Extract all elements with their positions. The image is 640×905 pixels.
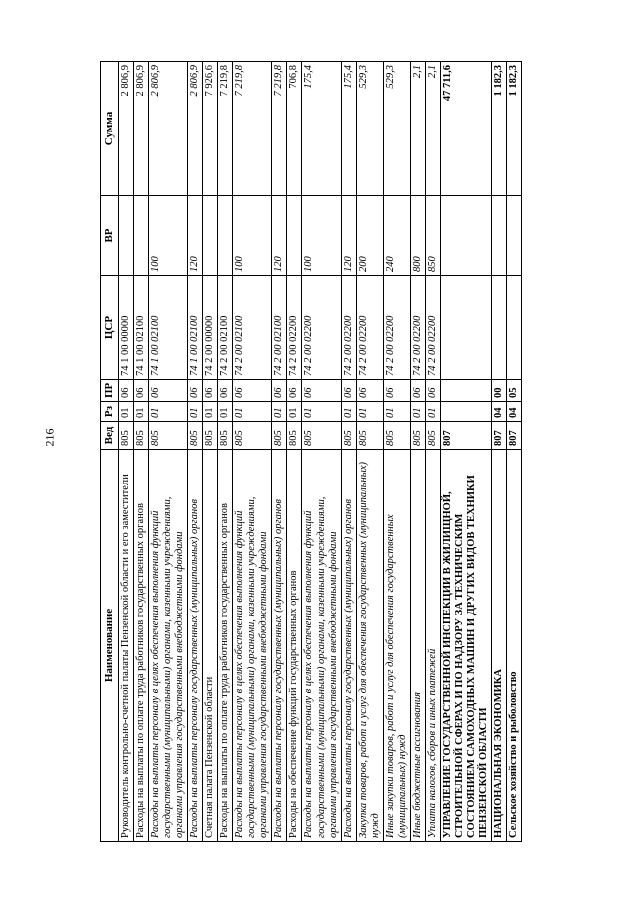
cell-csr: 74 2 00 02200 <box>426 276 441 380</box>
cell-sum: 2 806,9 <box>148 62 187 196</box>
cell-pr: 06 <box>148 380 187 402</box>
header-sum: Сумма <box>101 62 119 196</box>
cell-sum: 7 219,8 <box>272 62 287 196</box>
cell-sum: 2 806,9 <box>133 62 148 196</box>
budget-table-container <box>100 62 540 842</box>
budget-table <box>100 61 522 842</box>
cell-pr: 05 <box>507 380 522 402</box>
cell-name: УПРАВЛЕНИЕ ГОСУДАРСТВЕННОЙ ИНСПЕКЦИИ В ЖИЛИЩНОЙ, СТРОИТЕЛЬНОЙ СФЕРАХ И ПО НАДЗОРУ ЗА ТЕХНИЧЕСКИМ СОСТОЯНИЕМ САМОХОДНЫХ МАШИН И ДРУГИХ ВИДОВ ТЕХНИКИ ПЕНЗЕНСКОЙ ОБЛАСТИ <box>441 450 492 842</box>
cell-vr: 100 <box>302 196 341 276</box>
cell-ved: 805 <box>148 422 187 450</box>
cell-csr: 74 1 00 02100 <box>133 276 148 380</box>
cell-pr: 06 <box>133 380 148 402</box>
cell-csr: 74 2 00 02200 <box>341 276 356 380</box>
cell-ved: 805 <box>118 422 133 450</box>
cell-name: Расходы на выплаты персоналу в целях обеспечения выполнения функций государственными (муниципальными) органами, казенными учреждениями, органами управления государственными внебюджетными фондами <box>148 450 187 842</box>
header-ved: Вед <box>101 422 119 450</box>
table-row <box>133 62 148 842</box>
cell-csr: 74 2 00 02200 <box>302 276 341 380</box>
table-row <box>341 62 356 842</box>
cell-ved: 807 <box>507 422 522 450</box>
cell-csr <box>441 276 492 380</box>
cell-pr: 06 <box>426 380 441 402</box>
cell-name: Расходы на выплаты персоналу в целях обеспечения выполнения функций государственными (муниципальными) органами, казенными учреждениями, органами управления государственными внебюджетными фондами <box>302 450 341 842</box>
cell-ved: 805 <box>426 422 441 450</box>
page-number: 216 <box>42 428 57 447</box>
cell-ved: 805 <box>341 422 356 450</box>
cell-sum: 1 182,3 <box>492 62 507 196</box>
cell-rz: 01 <box>356 402 383 422</box>
cell-pr: 06 <box>187 380 202 402</box>
cell-vr: 120 <box>187 196 202 276</box>
table-row <box>218 62 233 842</box>
cell-vr: 800 <box>410 196 425 276</box>
cell-rz: 01 <box>203 402 218 422</box>
cell-ved: 807 <box>492 422 507 450</box>
cell-csr: 74 2 00 02100 <box>233 276 272 380</box>
cell-ved: 805 <box>203 422 218 450</box>
cell-csr <box>492 276 507 380</box>
table-row <box>426 62 441 842</box>
cell-name: Расходы на обеспечение функций государственных органов <box>287 450 302 842</box>
cell-ved: 805 <box>302 422 341 450</box>
cell-sum: 706,8 <box>287 62 302 196</box>
cell-vr: 240 <box>383 196 410 276</box>
table-header-row <box>101 62 119 842</box>
cell-vr: 850 <box>426 196 441 276</box>
cell-pr: 06 <box>272 380 287 402</box>
cell-csr: 74 1 00 02100 <box>148 276 187 380</box>
cell-sum: 529,3 <box>356 62 383 196</box>
cell-csr: 74 2 00 02100 <box>272 276 287 380</box>
cell-ved: 805 <box>383 422 410 450</box>
cell-rz: 01 <box>148 402 187 422</box>
cell-ved: 805 <box>287 422 302 450</box>
cell-rz: 01 <box>187 402 202 422</box>
cell-rz: 01 <box>341 402 356 422</box>
table-row <box>441 62 492 842</box>
cell-sum: 7 219,8 <box>218 62 233 196</box>
cell-rz: 01 <box>426 402 441 422</box>
cell-rz: 01 <box>233 402 272 422</box>
cell-csr: 74 2 00 02200 <box>410 276 425 380</box>
cell-name: Уплата налогов, сборов и иных платежей <box>426 450 441 842</box>
cell-csr: 74 2 00 02200 <box>356 276 383 380</box>
cell-name: Расходы на выплаты персоналу в целях обеспечения выполнения функций государственными (муниципальными) органами, казенными учреждениями, органами управления государственными внебюджетными фондами <box>233 450 272 842</box>
cell-ved: 805 <box>356 422 383 450</box>
cell-ved: 807 <box>441 422 492 450</box>
table-row <box>118 62 133 842</box>
cell-rz: 01 <box>133 402 148 422</box>
cell-name: Расходы на выплаты по оплате труда работников государственных органов <box>218 450 233 842</box>
cell-vr <box>203 196 218 276</box>
table-row <box>187 62 202 842</box>
cell-csr: 74 2 00 02200 <box>383 276 410 380</box>
cell-csr: 74 1 00 02100 <box>187 276 202 380</box>
table-row <box>302 62 341 842</box>
cell-rz: 01 <box>383 402 410 422</box>
header-rz: Рз <box>101 402 119 422</box>
cell-ved: 805 <box>272 422 287 450</box>
cell-vr <box>492 196 507 276</box>
cell-name: Руководитель контрольно-счетной палаты Пензенской области и его заместители <box>118 450 133 842</box>
cell-sum: 529,3 <box>383 62 410 196</box>
cell-pr: 06 <box>118 380 133 402</box>
table-row <box>203 62 218 842</box>
cell-vr <box>441 196 492 276</box>
cell-rz: 01 <box>218 402 233 422</box>
cell-pr: 00 <box>492 380 507 402</box>
cell-pr: 06 <box>341 380 356 402</box>
cell-vr <box>287 196 302 276</box>
table-row <box>356 62 383 842</box>
cell-rz: 01 <box>287 402 302 422</box>
cell-sum: 2 806,9 <box>187 62 202 196</box>
cell-rz: 04 <box>492 402 507 422</box>
cell-ved: 805 <box>410 422 425 450</box>
cell-name: Сельское хозяйство и рыболовство <box>507 450 522 842</box>
table-row <box>383 62 410 842</box>
table-row <box>272 62 287 842</box>
cell-rz: 04 <box>507 402 522 422</box>
cell-name: НАЦИОНАЛЬНАЯ ЭКОНОМИКА <box>492 450 507 842</box>
cell-ved: 805 <box>218 422 233 450</box>
cell-name: Иные закупки товаров, работ и услуг для обеспечения государственных (муниципальных) нужд <box>383 450 410 842</box>
table-row <box>233 62 272 842</box>
cell-sum: 2 806,9 <box>118 62 133 196</box>
cell-name: Расходы на выплаты персоналу государственных (муниципальных) органов <box>341 450 356 842</box>
cell-sum: 1 182,3 <box>507 62 522 196</box>
cell-vr: 200 <box>356 196 383 276</box>
cell-csr: 74 1 00 00000 <box>118 276 133 380</box>
cell-pr: 06 <box>218 380 233 402</box>
cell-name: Счетная палата Пензенской области <box>203 450 218 842</box>
cell-sum: 175,4 <box>302 62 341 196</box>
cell-name: Закупка товаров, работ и услуг для обеспечения государственных (муниципальных) нужд <box>356 450 383 842</box>
cell-pr: 06 <box>302 380 341 402</box>
cell-pr: 06 <box>287 380 302 402</box>
header-csr: ЦСР <box>101 276 119 380</box>
cell-rz: 01 <box>118 402 133 422</box>
table-body <box>118 62 522 842</box>
cell-pr: 06 <box>383 380 410 402</box>
cell-rz: 01 <box>272 402 287 422</box>
cell-vr: 100 <box>233 196 272 276</box>
cell-vr <box>133 196 148 276</box>
cell-sum: 2,1 <box>410 62 425 196</box>
cell-pr <box>441 380 492 402</box>
cell-ved: 805 <box>187 422 202 450</box>
cell-csr: 74 2 00 02200 <box>287 276 302 380</box>
cell-sum: 2,1 <box>426 62 441 196</box>
cell-rz: 01 <box>410 402 425 422</box>
cell-vr: 120 <box>341 196 356 276</box>
cell-vr: 120 <box>272 196 287 276</box>
cell-name: Расходы на выплаты по оплате труда работников государственных органов <box>133 450 148 842</box>
cell-sum: 7 219,8 <box>233 62 272 196</box>
cell-pr: 06 <box>356 380 383 402</box>
cell-vr <box>118 196 133 276</box>
cell-name: Иные бюджетные ассигнования <box>410 450 425 842</box>
table-row <box>507 62 522 842</box>
table-row <box>148 62 187 842</box>
header-pr: ПР <box>101 380 119 402</box>
cell-rz: 01 <box>302 402 341 422</box>
cell-vr <box>218 196 233 276</box>
header-name: Наименование <box>101 450 119 842</box>
table-row <box>287 62 302 842</box>
cell-sum: 7 926,6 <box>203 62 218 196</box>
cell-rz <box>441 402 492 422</box>
cell-name: Расходы на выплаты персоналу государственных (муниципальных) органов <box>272 450 287 842</box>
cell-pr: 06 <box>233 380 272 402</box>
cell-csr: 74 2 00 02100 <box>218 276 233 380</box>
cell-csr: 74 2 00 00000 <box>203 276 218 380</box>
cell-vr <box>507 196 522 276</box>
header-vr: ВР <box>101 196 119 276</box>
table-row <box>410 62 425 842</box>
cell-csr <box>507 276 522 380</box>
table-row <box>492 62 507 842</box>
cell-name: Расходы на выплаты персоналу государственных (муниципальных) органов <box>187 450 202 842</box>
cell-ved: 805 <box>233 422 272 450</box>
cell-ved: 805 <box>133 422 148 450</box>
cell-sum: 175,4 <box>341 62 356 196</box>
cell-vr: 100 <box>148 196 187 276</box>
cell-pr: 06 <box>410 380 425 402</box>
cell-sum: 47 711,6 <box>441 62 492 196</box>
cell-pr: 06 <box>203 380 218 402</box>
